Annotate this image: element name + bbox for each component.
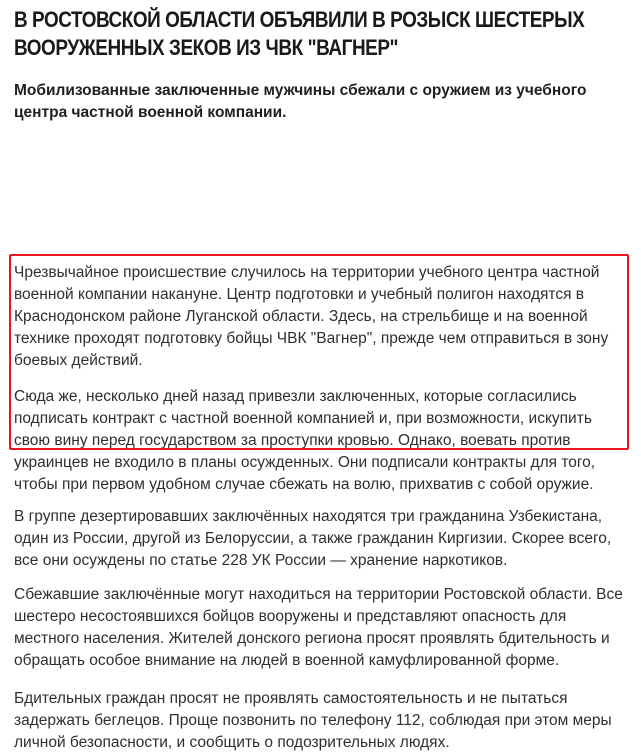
article [14, 6, 634, 751]
highlight-frame [9, 254, 629, 450]
article-paragraph-highlighted: В группе дезертировавших заключённых находятся три гражданина Узбекистана, один из России, другой из Белоруссии, а также гражданин Киргизии. Скорее всего, все они осуждены по статье 228 УК России — хранение наркотиков. [14, 508, 612, 569]
article-lead: Мобилизованные заключенные мужчины сбежали с оружием из учебного центра частной военной компании. [14, 82, 587, 121]
article-paragraph: Бдительных граждан просят не проявлять самостоятельность и не пытаться задержать беглецов. Проще позвонить по телефону 112, соблюдая при этом меры личной безопасности, и сообщить о подозрительных людях. [14, 690, 612, 751]
article-paragraph: Чрезвычайное происшествие случилось на территории учебного центра частной военной компании накануне. Центр подготовки и учебный полигон находятся в Краснодонском районе Луганской области. Здесь, на стрельбище и на военной технике проходят подготовку бойцы ЧВК "Вагнер", прежде чем отправиться в зону боевых действий. [14, 264, 609, 369]
article-paragraph-highlighted: Сюда же, несколько дней назад привезли заключенных, которые согласились подписать контракт с частной военной компанией и, при возможности, искупить свою вину перед государством за проступки кровью. Однако, воевать против украинцев не входило в планы осужденных. Они подписали контракты для того, чтобы при первом удобном случае сбежать на волю, прихватив с собой оружие. [14, 388, 596, 493]
article-paragraph: Сбежавшие заключённые могут находиться на территории Ростовской области. Все шестеро несостоявшихся бойцов вооружены и представляют опасность для местного населения. Жителей донского региона просят проявлять бдительность и обращать особое внимание на людей в военной камуфлированной форме. [14, 586, 623, 669]
article-headline: В РОСТОВСКОЙ ОБЛАСТИ ОБЪЯВИЛИ В РОЗЫСК ШЕСТЕРЫХ ВООРУЖЕННЫХ ЗЕКОВ ИЗ ЧВК "ВАГНЕР" [14, 7, 585, 60]
